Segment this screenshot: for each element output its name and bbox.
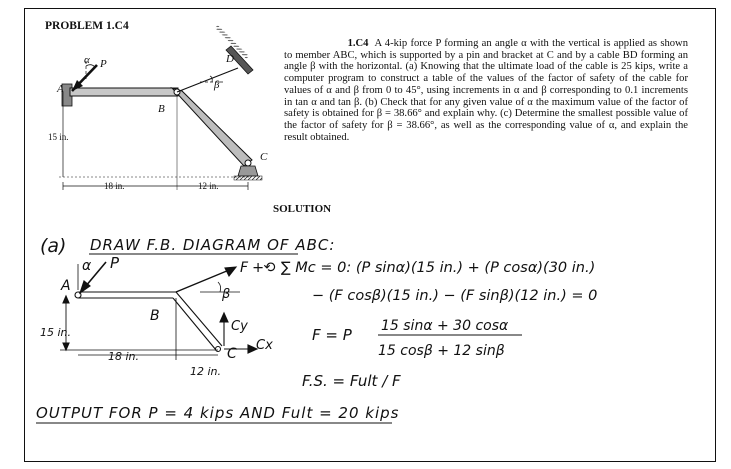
fbd-label-f: F xyxy=(240,260,249,276)
part-a-label: (a) xyxy=(40,235,67,257)
member-bc xyxy=(172,88,252,166)
member-ab xyxy=(70,88,178,96)
fig-dim-left: 18 in. xyxy=(104,181,125,191)
factor-of-safety-equation: F.S. = Fult / F xyxy=(302,372,401,390)
f-equation-numerator: 15 sinα + 30 cosα xyxy=(381,318,509,334)
fbd-label-a: A xyxy=(61,278,71,294)
fbd-height-head-top xyxy=(63,296,69,303)
fig-label-beta: β xyxy=(214,79,220,91)
fbd-label-beta: β xyxy=(222,287,231,302)
fig-label-c: C xyxy=(260,151,268,163)
fbd-force-f-head xyxy=(225,267,236,276)
fig-label-d: D xyxy=(226,53,234,65)
f-equation-lhs: F = P xyxy=(312,326,352,344)
fig-dim-height: 15 in. xyxy=(48,132,69,142)
fbd-pin-c xyxy=(216,347,221,352)
f-equation-denominator: 15 cosβ + 12 sinβ xyxy=(378,343,505,359)
bracket-c xyxy=(238,166,258,176)
fbd-height-head-bottom xyxy=(63,343,69,350)
fbd-member-bc-lower xyxy=(173,298,216,350)
fbd-label-b: B xyxy=(150,308,160,324)
output-line: OUTPUT FOR P = 4 kips AND Fult = 20 kips xyxy=(36,404,400,422)
ground-c xyxy=(234,176,262,180)
moment-equation-line-2: − (F cosβ)(15 in.) − (F sinβ)(12 in.) = 0 xyxy=(312,288,598,304)
fbd-dim-height: 15 in. xyxy=(40,326,72,339)
cable-bd xyxy=(177,68,238,92)
fbd-beta-arc xyxy=(218,282,221,292)
fbd-label-cx: Cx xyxy=(256,338,273,353)
pin-c xyxy=(245,160,251,166)
problem-figure xyxy=(48,25,268,191)
fbd-label-cy: Cy xyxy=(231,319,248,334)
problem-statement-text: A 4-kip force P forming an angle α with the vertical is applied as shown to member ABC, which is supported by a pin and bracket at C and by a cable BD forming an angle β with the horizontal. (a) Knowing that the ultimate load of the cable is 25 kips, write a computer program to construct a table of the values of the factor of safety of the cable for values of α and β from 0 to 45°, using increments in α and β corresponding to 0.1 increments in tan α and tan β. (b) Check that for any given value of α the maximum value of the factor of safety is obtained for β = 38.66° and explain why. (c) Determine the smallest possible value of the factor of safety for β = 38.66°, as well as the corresponding value of α, and explain the result obtained. xyxy=(284,38,688,143)
fbd-force-cy-head xyxy=(220,313,228,322)
fbd-dim-left: 18 in. xyxy=(108,350,140,363)
problem-label: PROBLEM 1.C4 xyxy=(45,20,129,32)
fbd-member-bc xyxy=(176,292,222,346)
fbd-label-alpha: α xyxy=(82,258,92,274)
solution-label: SOLUTION xyxy=(273,203,332,215)
problem-number: 1.C4 xyxy=(347,38,369,49)
fbd-label-c: C xyxy=(227,346,237,362)
fig-label-b: B xyxy=(158,103,165,115)
fbd-dim-right: 12 in. xyxy=(190,365,222,378)
solution-heading: DRAW F.B. DIAGRAM OF ABC: xyxy=(90,236,336,254)
fbd-label-p: P xyxy=(110,254,120,272)
fig-label-alpha: α xyxy=(84,54,90,66)
fig-label-p: P xyxy=(100,58,107,70)
fig-dim-right: 12 in. xyxy=(198,181,219,191)
moment-equation-line-1: +⟲ ∑ Mc = 0: (P sinα)(15 in.) + (P cosα)(30 in.) xyxy=(252,260,596,276)
fig-label-a: A xyxy=(57,83,64,95)
